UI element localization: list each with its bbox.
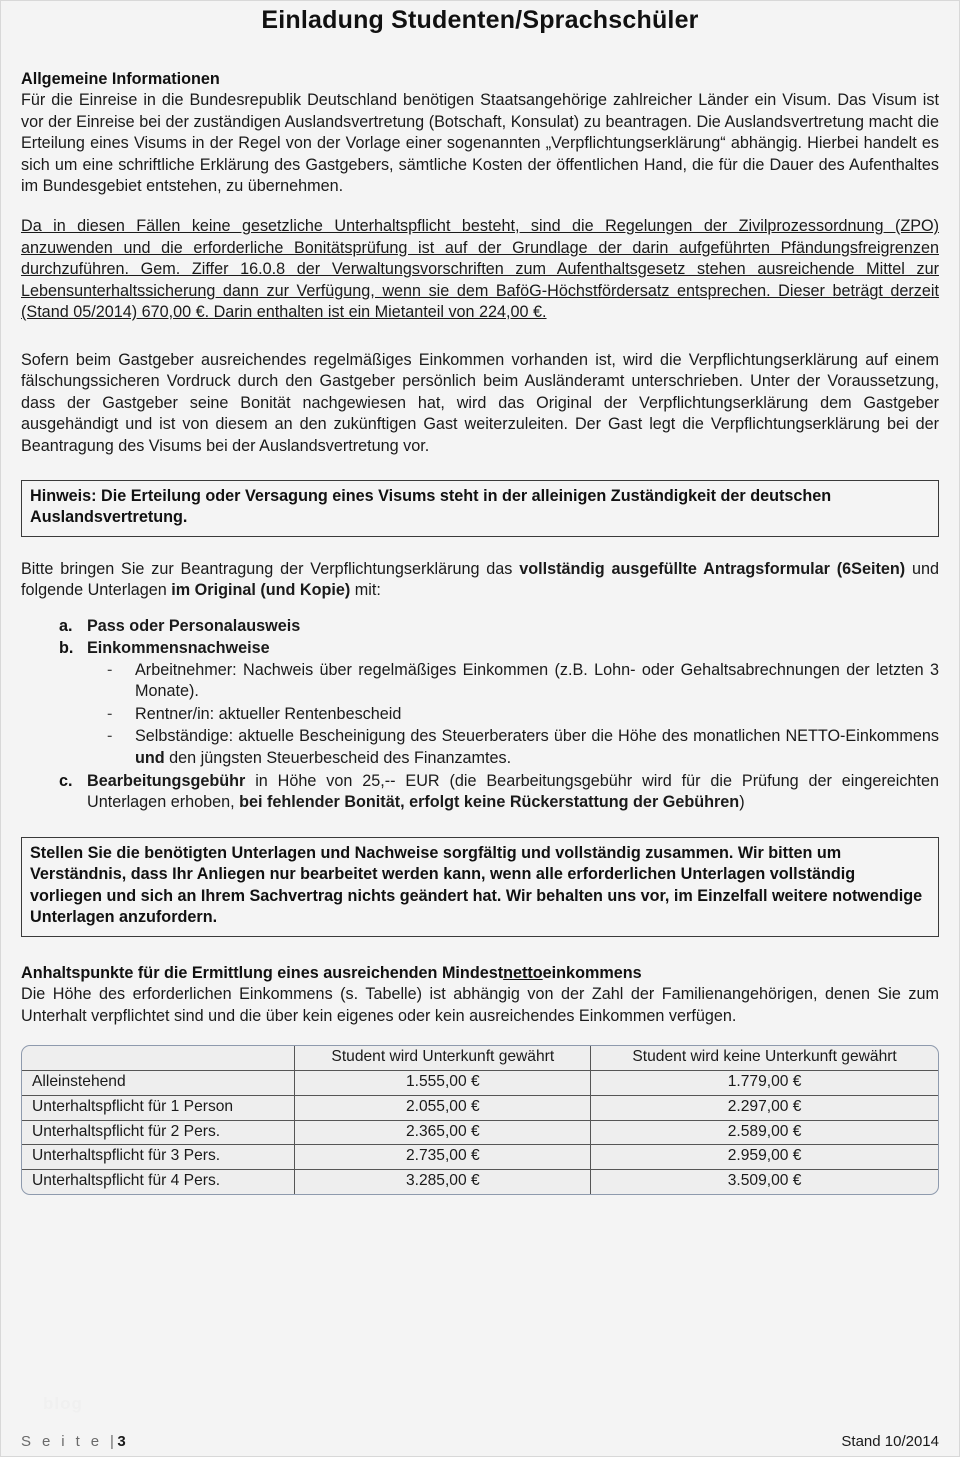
dash-marker: - [107, 704, 113, 723]
list-marker-c: c. [59, 771, 73, 790]
dash-marker: - [107, 660, 113, 679]
table-cell-with-housing: 2.365,00 € [295, 1120, 591, 1145]
list-item-c [21, 771, 939, 814]
table-row [22, 1169, 938, 1193]
table-cell-without-housing: 2.959,00 € [591, 1145, 938, 1170]
section-heading-general-info: Allgemeine Informationen [21, 69, 220, 88]
list-item-c-rest-a: in Höhe von 25,-- EUR (die Bearbeitungsgebühr wird für die Prüfung der eingereichten Unterlagen erhoben, [87, 771, 939, 812]
list-item-a [21, 616, 939, 638]
table-header-row [22, 1046, 938, 1070]
table-row [22, 1120, 938, 1145]
list-item-b [21, 638, 939, 769]
list-item-b-label: Einkommensnachweise [87, 639, 270, 658]
sublist-item-employee-text: Arbeitnehmer: Nachweis über regelmäßiges Einkommen (z.B. Lohn- oder Gehaltsabrechnungen der letzten 3 Monate). [135, 660, 939, 701]
table-cell-label: Unterhaltspflicht für 1 Person [22, 1095, 295, 1120]
bring-documents-intro [21, 559, 939, 602]
dash-marker: - [107, 727, 113, 746]
bring-intro-part3: mit: [350, 581, 381, 600]
list-item-c-rest-bold: bei fehlender Bonität, erfolgt keine Rückerstattung der Gebühren [239, 793, 740, 812]
table-row [22, 1145, 938, 1170]
sublist-item-employee [87, 660, 939, 703]
table-cell-label: Unterhaltspflicht für 3 Pers. [22, 1145, 295, 1170]
documents-list [21, 616, 939, 814]
page-footer [21, 1433, 939, 1450]
table-header-without-housing: Student wird keine Unterkunft gewährt [591, 1046, 938, 1070]
table-header-blank [22, 1046, 295, 1070]
sublist-item-selfemployed-bold: und [135, 748, 165, 767]
general-info-paragraph: Für die Einreise in die Bundesrepublik Deutschland benötigen Staatsangehörige zahlreicher Länder ein Visum. Das Visum ist vor der Einreise bei der zuständigen Auslandsvertretung (Botschaft, Konsulat) zu beantragen. Die Auslandsvertretung macht die Erteilung eines Visums in der Regel von der Vorlage einer sogenannten „Verpflichtungserklärung“ abhängig. Hierbei handelt es sich um eine schriftliche Erklärung des Gastgebers, sämtliche Kosten der öffentlichen Hand, die für die Dauer des Aufenthaltes im Bundesgebiet entstehen, zu übernehmen. [21, 91, 939, 196]
table-cell-with-housing: 1.555,00 € [295, 1071, 591, 1096]
table-cell-label: Unterhaltspflicht für 4 Pers. [22, 1169, 295, 1193]
footer-page-label: S e i t e | [21, 1433, 118, 1450]
watermark: blog [43, 1394, 83, 1413]
footer-page-number: 3 [117, 1433, 126, 1450]
table-cell-with-housing: 2.735,00 € [295, 1145, 591, 1170]
anhaltspunkte-heading-netto: netto [503, 963, 543, 982]
host-income-paragraph: Sofern beim Gastgeber ausreichendes regelmäßiges Einkommen vorhanden ist, wird die Verpflichtungserklärung auf einem fälschungssicheren Vordruck durch den Gastgeber persönlich beim Ausländeramt unterschrieben. Unter der Voraussetzung, dass der Gastgeber seine Bonität nachgewiesen hat, wird das Original der Verpflichtungserklärung dem Gastgeber ausgehändigt und ist von diesem an den zukünftigen Gast weiterzuleiten. Der Gast legt die Verpflichtungserklärung bei der Beantragung des Visums bei der Auslandsvertretung vor. [21, 350, 939, 455]
income-proof-sublist [87, 660, 939, 770]
table-cell-with-housing: 2.055,00 € [295, 1095, 591, 1120]
table-cell-label: Alleinstehend [22, 1071, 295, 1096]
list-marker-b: b. [59, 639, 74, 658]
footer-page-indicator [21, 1433, 126, 1450]
sublist-item-selfemployed [87, 726, 939, 769]
table-row [22, 1095, 938, 1120]
table-cell-without-housing: 1.779,00 € [591, 1071, 938, 1096]
anhaltspunkte-paragraph: Die Höhe des erforderlichen Einkommens (s. Tabelle) ist abhängig von der Zahl der Familienangehörigen, denen Sie zum Unterhalt verpflichtet sind und die über kein eigenes oder kein ausreichendes Einkommen verfügen. [21, 985, 939, 1025]
page-title: Einladung Studenten/Sprachschüler [261, 6, 699, 34]
table-cell-without-housing: 3.509,00 € [591, 1169, 938, 1193]
list-item-a-label: Pass oder Personalausweis [87, 616, 301, 635]
table-cell-without-housing: 2.589,00 € [591, 1120, 938, 1145]
anhaltspunkte-heading-a: Anhaltspunkte für die Ermittlung eines ausreichenden Mindest [21, 963, 504, 982]
table-header-with-housing: Student wird Unterkunft gewährt [295, 1046, 591, 1070]
bring-intro-part2: und folgende Unterlagen [21, 559, 939, 600]
page-content [21, 1, 939, 1456]
bring-intro-bold1: vollständig ausgefüllte Antragsformular (6Seiten) [519, 559, 906, 578]
income-table-head [22, 1046, 938, 1070]
zpo-paragraph: Da in diesen Fällen keine gesetzliche Unterhaltspflicht besteht, sind die Regelungen der Zivilprozessordnung (ZPO) anzuwenden und die erforderliche Bonitätsprüfung ist auf der Grundlage der darin aufgeführten Pfändungsfreigrenzen durchzuführen. Gem. Ziffer 16.0.8 der Verwaltungsvorschriften zum Aufenthaltsgesetz stehen ausreichende Mittel zur Lebensunterhaltssicherung dann zur Verfügung, wenn sie dem BaföG-Höchstfördersatz entsprechen. Dieser beträgt derzeit (Stand 05/2014) 670,00 €. Darin enthalten ist ein Mietanteil von 224,00 €. [21, 217, 939, 322]
table-row [22, 1071, 938, 1096]
bring-intro-part1: Bitte bringen Sie zur Beantragung der Verpflichtungserklärung das [21, 559, 520, 578]
section-heading-anhaltspunkte [21, 963, 939, 985]
table-cell-without-housing: 2.297,00 € [591, 1095, 938, 1120]
table-cell-with-housing: 3.285,00 € [295, 1169, 591, 1193]
stellen-sie-box: Stellen Sie die benötigten Unterlagen und Nachweise sorgfältig und vollständig zusammen. Wir bitten um Verständnis, dass Ihr Anliegen nur bearbeitet werden kann, wenn alle erforderlichen Unterlagen vollständig vorliegen und sich an Ihrem Sachvertrag nichts geändert hat. Wir behalten uns vor, im Einzelfall weitere notwendige Unterlagen anzufordern. [21, 837, 939, 937]
list-item-c-rest-b: ) [739, 793, 745, 812]
income-table [22, 1046, 938, 1193]
sublist-item-pensioner [87, 704, 939, 726]
anhaltspunkte-heading-b: einkommens [542, 963, 642, 982]
list-marker-a: a. [59, 616, 73, 635]
footer-stand: Stand 10/2014 [841, 1433, 939, 1450]
sublist-item-selfemployed-text-b: den jüngsten Steuerbescheid des Finanzamtes. [164, 748, 512, 767]
sublist-item-selfemployed-text-a: Selbständige: aktuelle Bescheinigung des Steuerberaters über die Höhe des monatlichen NETTO-Einkommens [135, 727, 939, 746]
hinweis-box: Hinweis: Die Erteilung oder Versagung eines Visums steht in der alleinigen Zuständigkeit der deutschen Auslandsvertretung. [21, 480, 939, 537]
bring-intro-bold2: im Original (und Kopie) [171, 581, 351, 600]
table-cell-label: Unterhaltspflicht für 2 Pers. [22, 1120, 295, 1145]
list-item-c-label: Bearbeitungsgebühr [87, 771, 246, 790]
sublist-item-pensioner-text: Rentner/in: aktueller Rentenbescheid [135, 704, 402, 723]
income-table-container [21, 1045, 939, 1194]
income-table-body [22, 1071, 938, 1194]
